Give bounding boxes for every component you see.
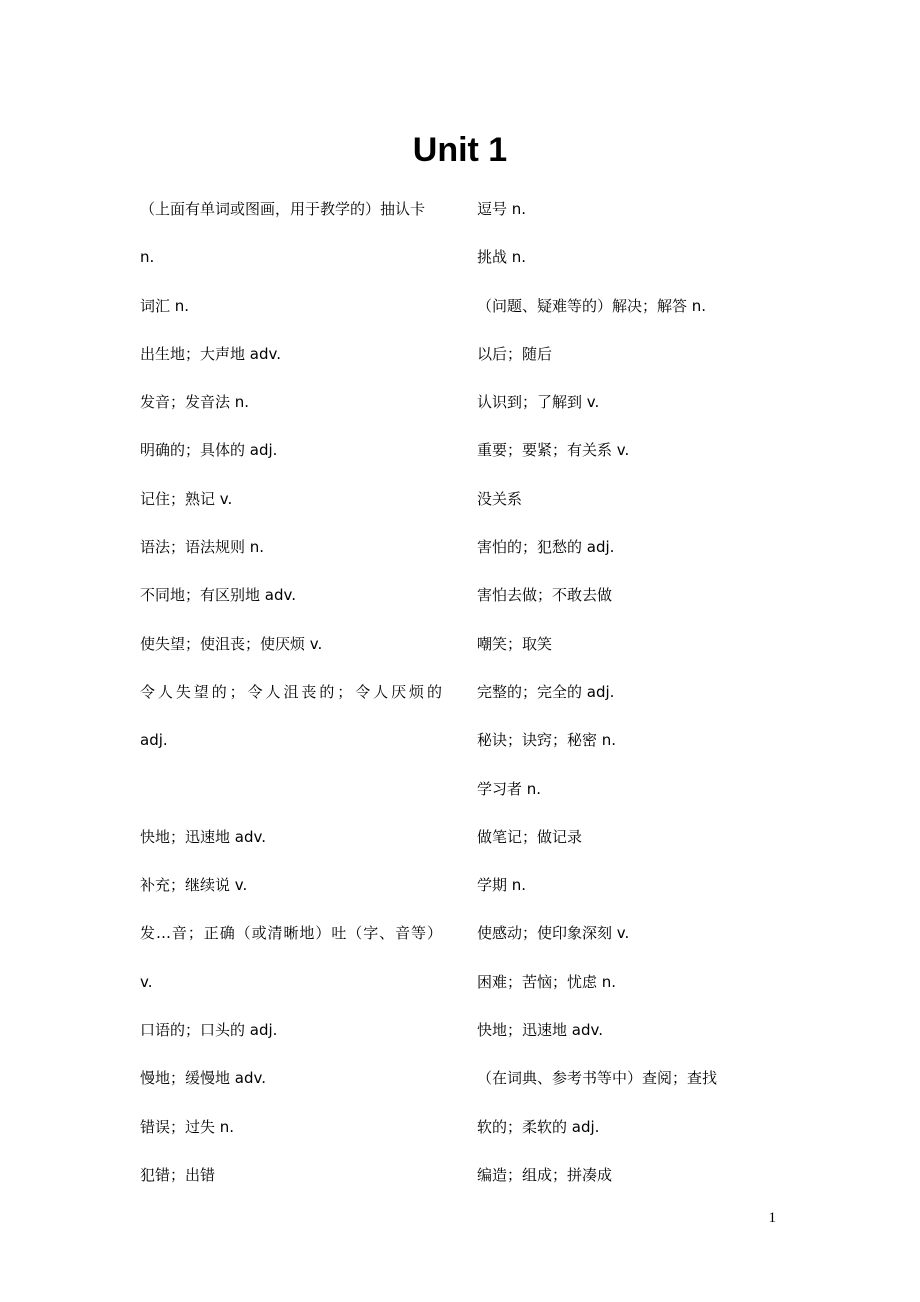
vocab-entry-text: 挑战 n. bbox=[477, 248, 527, 267]
vocab-entry bbox=[477, 246, 777, 294]
vocab-entry-text: 快地；迅速地 adv. bbox=[140, 827, 266, 846]
vocab-entry bbox=[477, 633, 777, 681]
vocab-entry-text: 发…音；正确（或清晰地）吐（字、音等） bbox=[140, 924, 442, 943]
vocab-entry-text: 以后；随后 bbox=[477, 344, 553, 363]
vocab-entry-text: 认识到；了解到 v. bbox=[477, 393, 600, 412]
vocab-entry bbox=[477, 391, 777, 439]
vocab-entry bbox=[140, 1019, 446, 1067]
left-vocabulary-column bbox=[140, 198, 446, 1212]
vocab-entry bbox=[140, 633, 446, 681]
vocab-entry bbox=[477, 874, 777, 922]
vocab-entry-text: 害怕去做；不敢去做 bbox=[477, 586, 613, 605]
vocab-entry bbox=[477, 343, 777, 391]
vocab-entry-text: 逗号 n. bbox=[477, 200, 527, 218]
vocab-entry bbox=[140, 681, 446, 729]
vocab-entry bbox=[140, 584, 446, 632]
vocab-entry bbox=[140, 391, 446, 439]
vocab-entry bbox=[140, 198, 446, 246]
vocab-entry-text: （在词典、参考书等中）查阅；查找 bbox=[477, 1069, 718, 1088]
vocab-entry bbox=[477, 971, 777, 1019]
vocab-entry-text: 语法；语法规则 n. bbox=[140, 538, 265, 557]
vocab-entry-text: 使感动；使印象深刻 v. bbox=[477, 924, 630, 943]
vocab-entry bbox=[477, 1019, 777, 1067]
vocab-entry-text: 慢地；缓慢地 adv. bbox=[140, 1069, 266, 1088]
vocab-entry bbox=[140, 246, 446, 294]
vocab-entry bbox=[140, 874, 446, 922]
vocab-entry-text: 记住；熟记 v. bbox=[140, 489, 233, 508]
vocab-entry bbox=[140, 971, 446, 1019]
vocab-entry bbox=[477, 439, 777, 487]
vocab-entry bbox=[477, 295, 777, 343]
vocab-entry bbox=[477, 1164, 777, 1212]
vocab-entry-text: 明确的；具体的 adj. bbox=[140, 441, 278, 460]
vocab-entry-text: 出生地；大声地 adv. bbox=[140, 344, 281, 363]
vocab-entry-text: 使失望；使沮丧；使厌烦 v. bbox=[140, 634, 323, 653]
vocab-entry-text: 快地；迅速地 adv. bbox=[477, 1021, 603, 1040]
vocab-entry-text: v. bbox=[140, 972, 153, 991]
vocab-entry bbox=[140, 778, 446, 826]
vocab-entry bbox=[477, 1116, 777, 1164]
vocab-entry-text: 嘲笑；取笑 bbox=[477, 634, 553, 653]
vocab-entry-text: （问题、疑难等的）解决；解答 n. bbox=[477, 296, 707, 315]
vocab-entry-text: 发音；发音法 n. bbox=[140, 393, 250, 412]
vocab-entry-text: 编造；组成；拼凑成 bbox=[477, 1165, 613, 1184]
page-number: 1 bbox=[768, 1210, 776, 1226]
vocab-entry-text: 学期 n. bbox=[477, 876, 527, 895]
vocab-entry bbox=[140, 1067, 446, 1115]
vocab-entry-text: （上面有单词或图画，用于教学的）抽认卡 bbox=[140, 200, 426, 218]
vocab-entry-text: 口语的；口头的 adj. bbox=[140, 1021, 278, 1040]
vocab-entry-text: 软的；柔软的 adj. bbox=[477, 1117, 600, 1136]
vocab-entry-text: 学习者 n. bbox=[477, 779, 542, 798]
vocab-entry bbox=[477, 681, 777, 729]
vocab-entry-text: 令人失望的；令人沮丧的；令人厌烦的 bbox=[140, 682, 442, 701]
vocab-entry-text: 完整的；完全的 adj. bbox=[477, 682, 615, 701]
vocab-entry-text: adj. bbox=[140, 731, 168, 750]
vocab-entry bbox=[140, 729, 446, 777]
vocab-entry bbox=[477, 729, 777, 777]
vocab-entry-text: 词汇 n. bbox=[140, 296, 190, 315]
vocab-entry-text: n. bbox=[140, 248, 155, 267]
vocab-entry-text: 错误；过失 n. bbox=[140, 1117, 235, 1136]
vocab-entry bbox=[140, 295, 446, 343]
vocab-entry-text: 秘诀；诀窍；秘密 n. bbox=[477, 731, 617, 750]
vocab-entry-text: 重要；要紧；有关系 v. bbox=[477, 441, 630, 460]
vocab-entry-text: 不同地；有区别地 adv. bbox=[140, 586, 296, 605]
vocab-entry bbox=[140, 536, 446, 584]
vocab-entry bbox=[477, 198, 777, 246]
vocab-entry bbox=[140, 488, 446, 536]
vocab-entry bbox=[140, 343, 446, 391]
vocab-entry bbox=[140, 1164, 446, 1212]
vocab-entry bbox=[477, 536, 777, 584]
vocab-entry bbox=[477, 922, 777, 970]
vocab-entry bbox=[477, 778, 777, 826]
vocab-entry-text: 害怕的；犯愁的 adj. bbox=[477, 538, 615, 557]
vocab-entry bbox=[477, 826, 777, 874]
vocab-entry bbox=[477, 1067, 777, 1115]
vocab-entry bbox=[477, 584, 777, 632]
vocab-entry-text: 困难；苦恼；忧虑 n. bbox=[477, 972, 617, 991]
vocab-entry bbox=[140, 439, 446, 487]
vocab-entry bbox=[140, 826, 446, 874]
vocab-entry bbox=[477, 488, 777, 536]
page-title: Unit 1 bbox=[412, 131, 508, 169]
vocab-entry bbox=[140, 1116, 446, 1164]
right-vocabulary-column bbox=[477, 198, 777, 1212]
vocab-entry-text: 做笔记；做记录 bbox=[477, 827, 583, 846]
vocab-entry-text: 没关系 bbox=[477, 489, 523, 508]
vocab-entry bbox=[140, 922, 446, 970]
vocab-entry-text: 补充；继续说 v. bbox=[140, 876, 248, 895]
vocab-entry-text: 犯错；出错 bbox=[140, 1165, 216, 1184]
